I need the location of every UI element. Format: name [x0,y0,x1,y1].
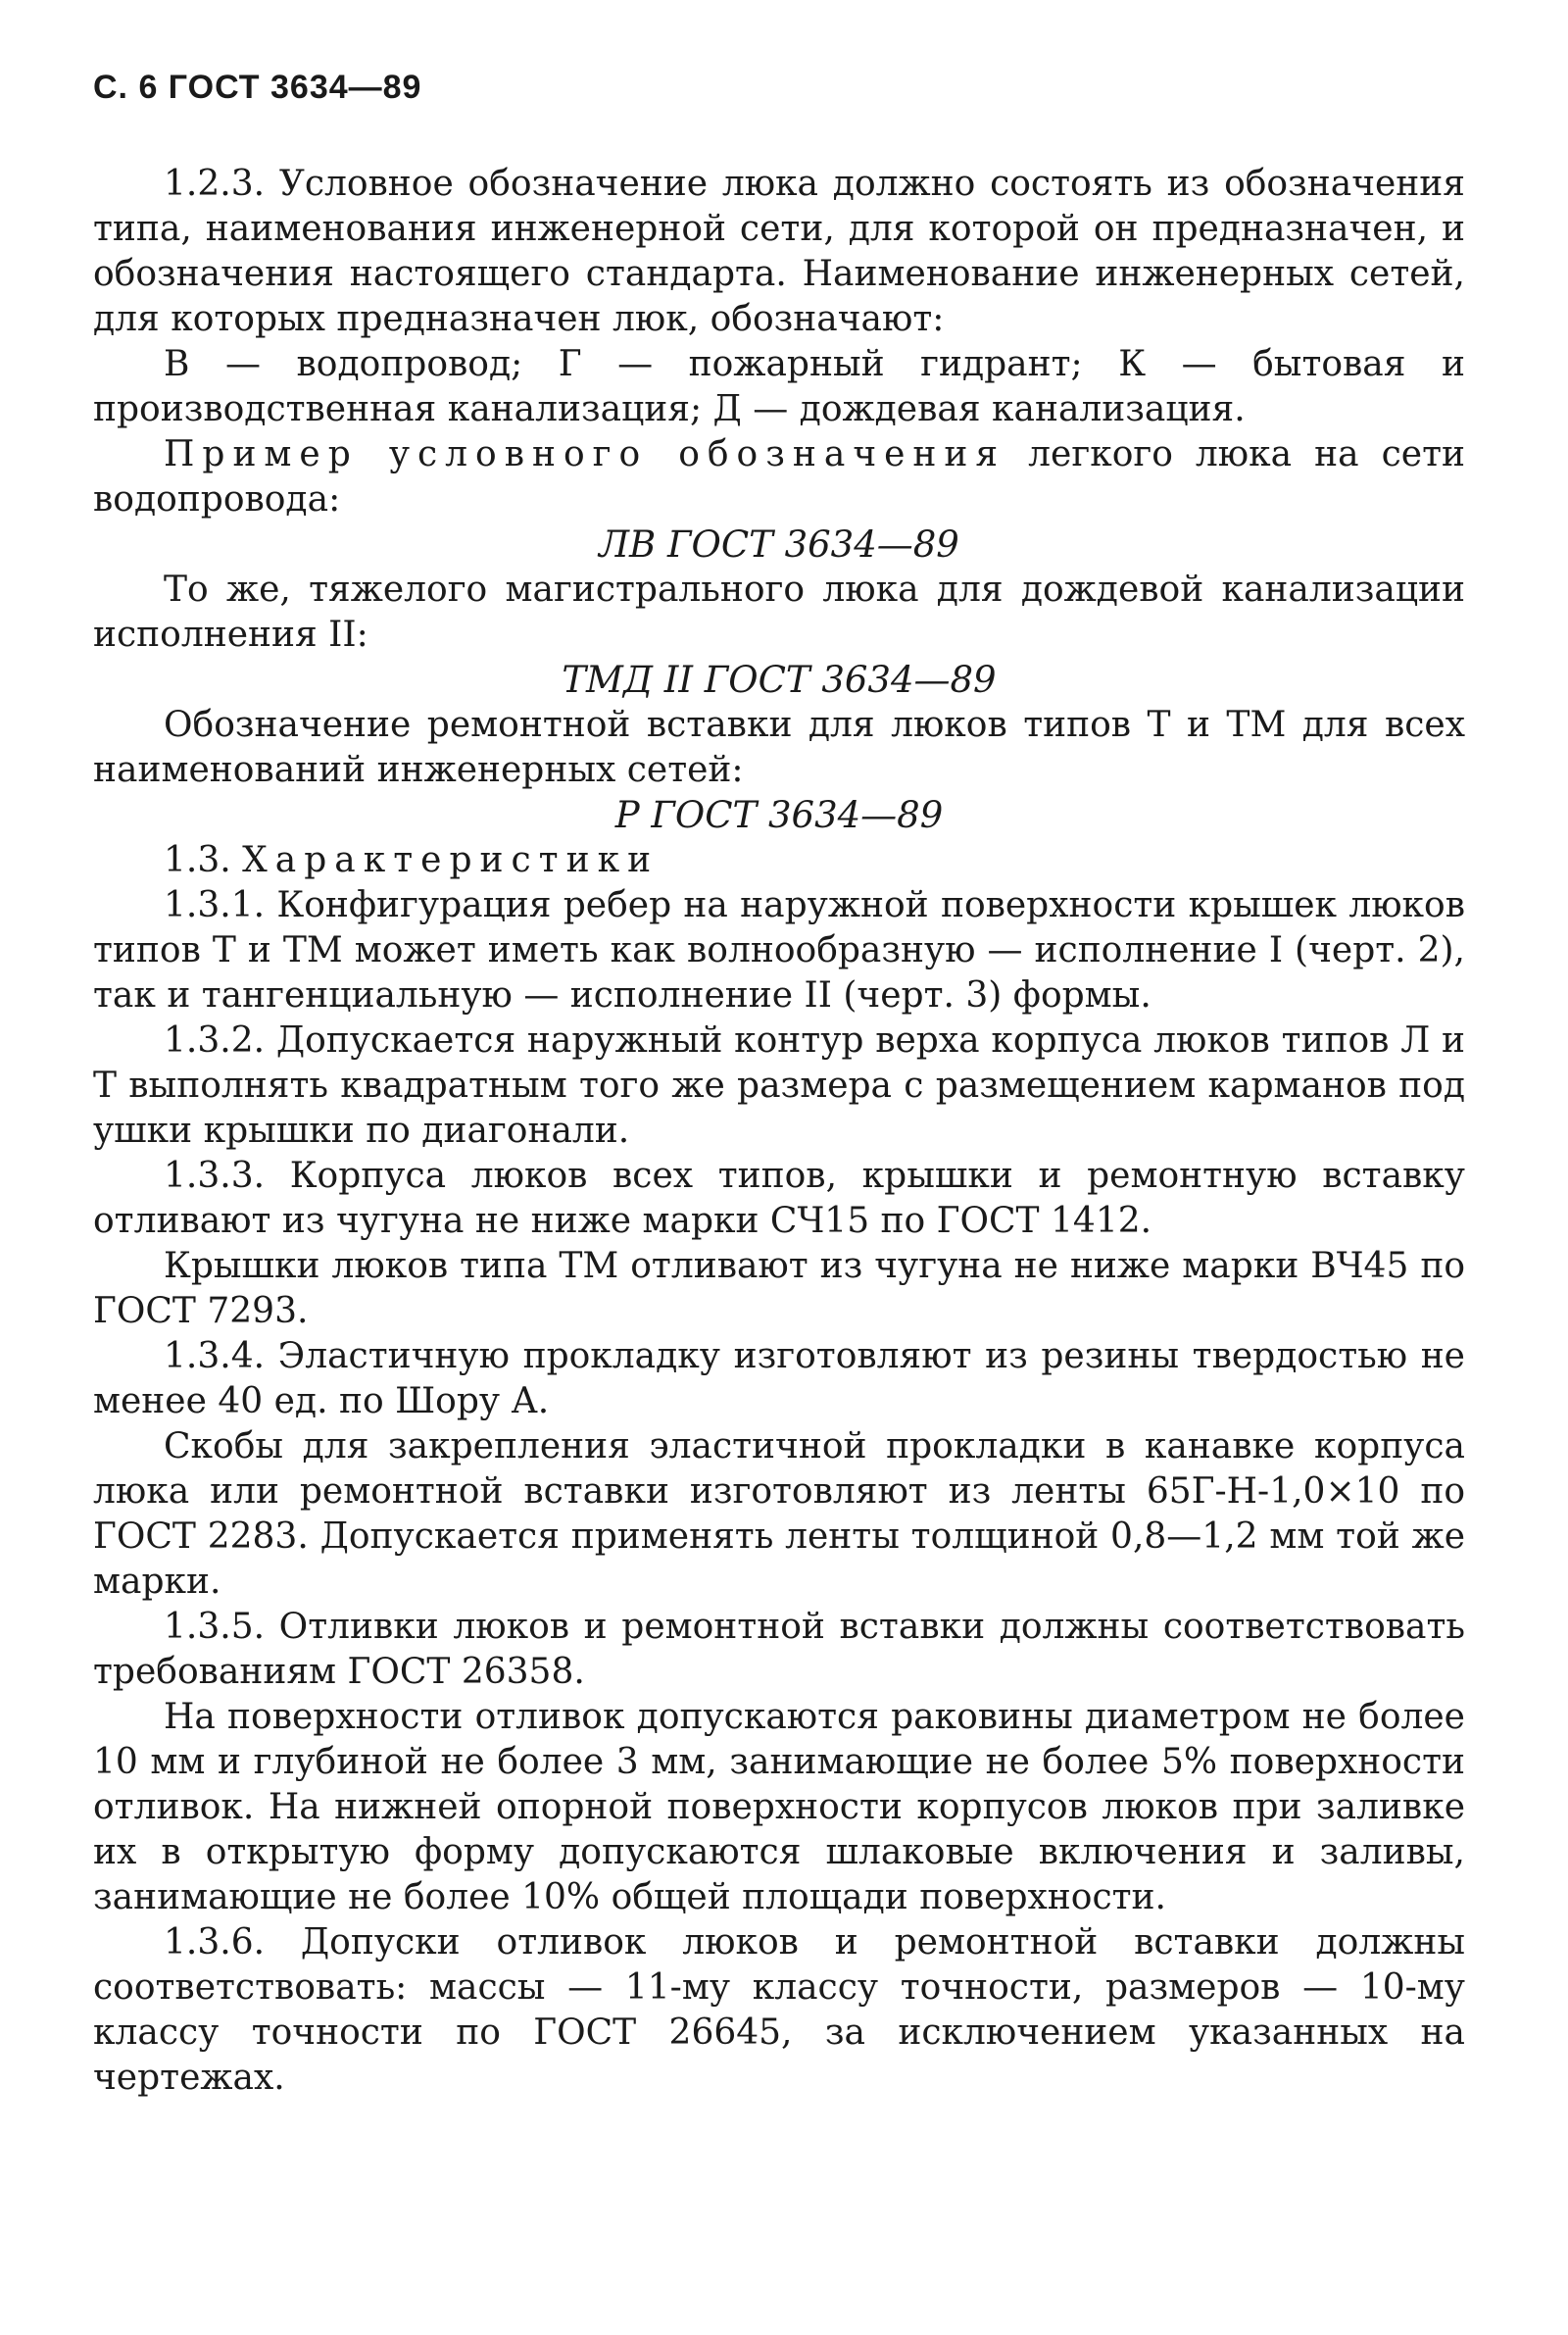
paragraph-1-3-2: 1.3.2. Допускается наружный контур верха корпуса люков типов Л и Т выполнять квадратным того же размера с размещением карманов под ушки крышки по диагонали. [93,1020,1465,1151]
paragraph-1-3-4-b: Скобы для закрепления эластичной прокладки в канавке корпуса люка или ремонтной вставки изготовляют из ленты 65Г-Н-1,0×10 по ГОСТ 2283. Допускается применять ленты толщиной 0,8—1,2 мм той же марки. [93,1426,1465,1602]
paragraph-1-2-3: 1.2.3. Условное обозначение люка должно состоять из обозначения типа, наименования инженерной сети, для которой он предназначен, и обозначения настоящего стандарта. Наименование инженерных сетей, для которых предназначен люк, обозначают: [93,164,1465,339]
section-number: 1.3. [164,840,243,880]
paragraph-1-3-4: 1.3.4. Эластичную прокладку изготовляют из резины твердостью не менее 40 ед. по Шору А. [93,1336,1465,1421]
section-heading-1-3 [93,838,1465,883]
same-heavy-paragraph: То же, тяжелого магистрального люка для дождевой канализации исполнения II: [93,570,1465,655]
paragraph-1-3-1: 1.3.1. Конфигурация ребер на наружной поверхности крышек люков типов Т и ТМ может иметь как волнообразную — исполнение I (черт. 2), так и тангенциальную — исполнение II (черт. 3) формы. [93,885,1465,1016]
page-header: С. 6 ГОСТ 3634—89 [93,69,422,106]
designation-formula-3: Р ГОСТ 3634—89 [614,794,944,836]
paragraph-1-3-3-b: Крышки люков типа ТМ отливают из чугуна не ниже марки ВЧ45 по ГОСТ 7293. [93,1246,1465,1331]
designation-formula-1: ЛВ ГОСТ 3634—89 [599,523,959,566]
document-body [93,162,1465,2101]
example-intro [93,432,1465,522]
network-codes: В — водопровод; Г — пожарный гидрант; К — бытовая и производственная канализация; Д — дождевая канализация. [93,344,1465,429]
section-title: Характеристики [242,840,660,880]
example-label: Пример условного обозначения [164,434,1006,474]
paragraph-1-3-6: 1.3.6. Допуски отливок люков и ремонтной вставки должны соответствовать: массы — 11-му классу точности, размеров — 10-му классу точности по ГОСТ 26645, за исключением указанных на чертежах. [93,1922,1465,2098]
paragraph-1-3-3: 1.3.3. Корпуса люков всех типов, крышки и ремонтную вставку отливают из чугуна не ниже марки СЧ15 по ГОСТ 1412. [93,1156,1465,1241]
example-rest: легкого люка на сети водопровода: [93,434,1465,520]
paragraph-1-3-5: 1.3.5. Отливки люков и ремонтной вставки должны соответствовать требованиям ГОСТ 26358. [93,1607,1465,1692]
designation-formula-2: ТМД II ГОСТ 3634—89 [562,659,997,701]
repair-insert-paragraph: Обозначение ремонтной вставки для люков типов Т и ТМ для всех наименований инженерных сетей: [93,705,1465,790]
paragraph-1-3-5-b: На поверхности отливок допускаются раковины диаметром не более 10 мм и глубиной не более 3 мм, занимающие не более 5% поверхности отливок. На нижней опорной поверхности корпусов люков при заливке их в открытую форму допускаются шлаковые включения и заливы, занимающие не более 10% общей площади поверхности. [93,1697,1465,1917]
